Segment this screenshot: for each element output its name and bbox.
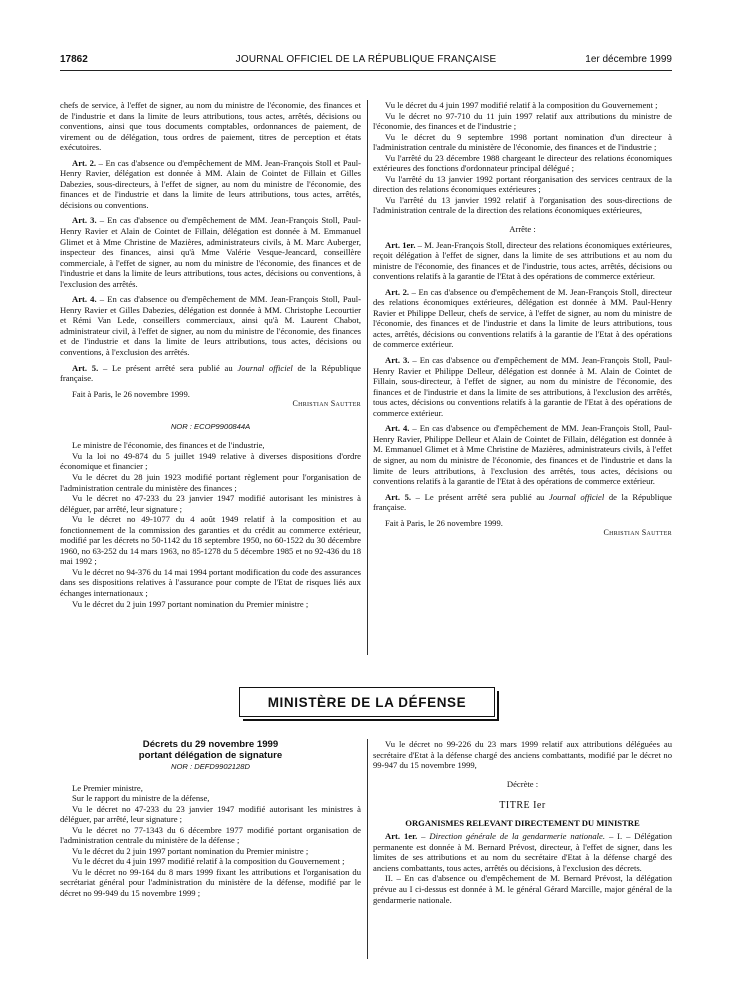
date-place: Fait à Paris, le 26 novembre 1999. [72, 388, 190, 399]
column-right-bottom [373, 739, 672, 905]
visa-4: Vu l'arrêté du 23 décembre 1988 chargeant le directeur des relations économiques extérieures des fonctions d'ordonnateur principal délégué ; [373, 152, 672, 174]
visa-1: Vu le décret du 4 juin 1997 modifié relatif à la composition du Gouvernement ; [385, 100, 658, 110]
article-1-para-2: II. – En cas d'absence ou d'empêchement de M. Bernard Prévost, la délégation prévue au I ci-dessus est donnée à M. le général Gérard Marcille, major général de la gendarmerie nationale. [373, 873, 672, 905]
article-text: – En cas d'absence ou d'empêchement de MM. Jean-François Stoll, Paul-Henry Ravier et Philippe Delleur, délégation est donnée à M. Alain de Cointet de Fillain, sous-directeur, à l'effet de signer, au nom du ministre de l'économie, des finances et de l'industrie et dans la limite de ses attributions, à l'exclusion des arrêtés, tous actes, décisions ou conventions relatifs à la garantie de l'Etat à des opérations de commerce extérieur. [373, 355, 672, 418]
article-1 [373, 240, 672, 282]
article-label: Art. 1er. [385, 239, 416, 250]
article-label: Art. 3. [72, 215, 97, 226]
decree-title-line-2: portant délégation de signature [138, 750, 283, 761]
titre-subheading: ORGANISMES RELEVANT DIRECTEMENT DU MINISTRE [405, 817, 640, 828]
article-1 [373, 831, 672, 873]
article-text: – En cas d'absence ou d'empêchement de M. Jean-François Stoll, directeur des relations économiques extérieures, délégation est donnée à MM. Paul-Henry Ravier et Philippe Delleur, chefs de service, à l'effet de signer, au nom du ministre de l'économie, des finances et de l'industrie et dans la limite de leurs attributions, tous actes, arrêtés, décisions ou conventions relatifs à la garantie de l'Etat à des opérations de commerce extérieur. [373, 286, 673, 350]
article-3 [373, 355, 672, 418]
ministry-heading-box [239, 687, 495, 717]
article-label: Art. 5. [385, 491, 412, 502]
issue-date: 1er décembre 1999 [585, 54, 672, 65]
visa-3: Vu le décret du 28 juin 1923 modifié portant règlement pour l'organisation de l'administration centrale du ministère des finances ; [60, 471, 361, 493]
article-4 [373, 423, 672, 486]
article-label: Art. 2. [385, 286, 410, 297]
visa-1: Le Premier ministre, [72, 782, 143, 793]
article-label: Art. 1er. [385, 831, 418, 842]
article-text-end: de la République française. [373, 491, 672, 513]
visa-4: Vu le décret no 47-233 du 23 janvier 1947 modifié autorisant les ministres à déléguer, par arrêté, leur signature ; [60, 493, 361, 514]
article-5 [60, 363, 361, 384]
article-text: – I. – Délégation permanente est donnée à M. Bernard Prévost, directeur, à l'effet de signer, dans les limites de ses attributions et au nom du secrétaire d'Etat à la défense chargé des anciens combattants, tous actes, arrêtés ou décisions, à l'exclusion des décrets. [373, 831, 673, 873]
visa-6: Vu le décret no 94-376 du 14 mai 1994 portant modification du code des assurances dans ses dispositions relatives à l'assurance pour compte de l'Etat de risques liés aux échanges internationaux ; [60, 566, 361, 598]
arrete-heading: Arrête : [509, 224, 536, 235]
article-label: Art. 5. [72, 362, 99, 373]
visa-2: Vu le décret no 97-710 du 11 juin 1997 relatif aux attributions du ministre de l'économie, des finances et de l'industrie ; [373, 110, 672, 132]
ministry-heading: MINISTÈRE DE LA DÉFENSE [267, 694, 467, 710]
column-divider-top [367, 100, 368, 655]
visa-5: Vu le décret no 49-1077 du 4 août 1949 relatif à la composition et au fonctionnement de la commission des garanties et du crédit au commerce extérieur, modifié par les décrets no 50-1142 du 18 septembre 1950, no 60-1522 du 30 décembre 1960, no 63-252 du 14 mars 1963, no 85-1278 du 5 décembre 1985 et no 92-436 du 18 mai 1992 ; [60, 514, 361, 567]
article-5 [373, 492, 672, 513]
article-label: Art. 3. [385, 355, 410, 366]
column-left-top [60, 100, 361, 609]
article-text: – Le présent arrêté sera publié au [411, 491, 550, 502]
column-right-top [373, 100, 672, 539]
article-text: – En cas d'absence ou d'empêchement de MM. Jean-François Stoll, Paul-Henry Ravier et Alain de Cointet de Fillain, délégation est donnée à M. Emmanuel Glimet et à Mme Christine de Mazières, administrateurs civils, à M. Marc Auberger, inspecteur des finances, ainsi qu'à Mme Valérie Vesque-Jeancard, conseillère commerciale, à l'effet de signer, au nom du ministre de l'économie, des finances et de l'industrie et dans la limite de leurs attributions, tous actes, décisions ou conventions, à l'exclusion des arrêtés. [60, 215, 361, 289]
page-number: 17862 [60, 54, 88, 65]
date-place: Fait à Paris, le 26 novembre 1999. [385, 517, 503, 528]
article-text: – Le présent arrêté sera publié au [98, 362, 238, 373]
titre-heading: TITRE Ier [499, 800, 546, 812]
article-text: – En cas d'absence ou d'empêchement de MM. Jean-François Stoll, Paul-Henry Ravier, Philippe Delleur et Alain de Cointet de Fillain, délégation est donnée à M. Emmanuel Glimet et à Mme Christine de Mazières, administrateurs civils, à l'effet de signer, au nom du ministre de l'économie, des finances et de l'industrie et dans la limite de leurs attributions, à l'exclusion des arrêtés, tous actes, décisions ou conventions relatifs à la garantie de l'Etat à des opérations de commerce extérieur. [373, 423, 672, 487]
visa-6: Vu l'arrêté du 13 janvier 1992 relatif à l'organisation des sous-directions de l'administration centrale de la direction des relations économiques extérieures, [373, 194, 672, 216]
decree-title-line-1: Décrets du 29 novembre 1999 [142, 739, 279, 750]
visa-5: Vu l'arrêté du 13 janvier 1992 portant réorganisation des services centraux de la direction des relations économiques extérieures ; [373, 173, 672, 195]
article-heading: – Direction générale de la gendarmerie nationale. [417, 831, 606, 842]
column-left-bottom [60, 739, 361, 899]
article-2 [373, 287, 672, 350]
article-3 [60, 215, 361, 289]
article-text: – En cas d'absence ou d'empêchement de MM. Jean-François Stoll, Paul-Henry Ravier et Gilles Dabezies, délégation est donnée à MM. Christophe Lecourtier et Rémi Van Lede, conseillers commerciaux, ainsi qu'à M. Laurent Chabot, administrateur civil, à l'effet de signer, au nom du ministre de l'économie, des finances et de l'industrie et dans la limite de leurs attributions, tous actes, décisions ou conventions, à l'exclusion des arrêtés. [60, 294, 361, 358]
visa-7: Vu le décret no 99-164 du 8 mars 1999 fixant les attributions et l'organisation du secrétariat général pour l'administration du ministère de la défense, modifié par le décret no 99-949 du 15 novembre 1999 ; [60, 866, 361, 899]
signature: Christian Sautter [603, 528, 672, 538]
decrete-heading: Décrète : [506, 778, 539, 789]
journal-name: Journal officiel [237, 362, 293, 373]
article-text-end: de la République française. [60, 362, 361, 384]
visa-5: Vu le décret du 2 juin 1997 portant nomination du Premier ministre ; [72, 845, 309, 856]
page-header [60, 54, 672, 70]
nor-reference: NOR : ECOP9900844A [170, 421, 251, 431]
column-divider-bottom [367, 739, 368, 959]
journal-name: Journal officiel [549, 491, 605, 502]
visa-7: Vu le décret du 2 juin 1997 portant nomination du Premier ministre ; [72, 598, 309, 609]
visa-4: Vu le décret no 77-1343 du 6 décembre 1977 modifié portant organisation de l'administration centrale du ministère de la défense ; [60, 824, 361, 846]
visa-1: Le ministre de l'économie, des finances et de l'industrie, [72, 440, 265, 451]
article-text: – M. Jean-François Stoll, directeur des relations économiques extérieures, reçoit délégation à l'effet de signer, dans la limite de ses attributions et au nom du ministre de l'économie, des finances et de l'industrie, tous actes, arrêtés, décisions ou conventions relatifs à la garantie de l'Etat à des opérations de commerce extérieur. [373, 239, 673, 282]
visa-6: Vu le décret du 4 juin 1997 modifié relatif à la composition du Gouvernement ; [72, 856, 345, 867]
article-2 [60, 158, 361, 211]
signature: Christian Sautter [292, 399, 361, 409]
nor-reference: NOR : DEFD9902128D [171, 762, 250, 771]
article-4 [60, 294, 361, 357]
header-rule [60, 70, 672, 71]
article-label: Art. 2. [72, 157, 97, 168]
visa-2: Vu la loi no 49-874 du 5 juillet 1949 relative à diverses dispositions d'ordre économique et financier ; [60, 450, 361, 472]
paragraph-intro: chefs de service, à l'effet de signer, au nom du ministre de l'économie, des finances et de l'industrie et dans la limite de leurs attributions, tous actes, arrêtés, décisions ou conventions, ainsi que tous documents comptables, ordonnances de paiement, de virement ou de délégation, tous ordres de paiement, titres de perception et états exécutoires. [60, 100, 361, 153]
article-label: Art. 4. [72, 294, 97, 305]
visa-3: Vu le décret no 47-233 du 23 janvier 1947 modifié autorisant les ministres à déléguer, par arrêté, leur signature ; [60, 803, 361, 825]
article-label: Art. 4. [385, 423, 410, 434]
article-text: – En cas d'absence ou d'empêchement de MM. Jean-François Stoll et Paul-Henry Ravier, délégation est donnée à MM. Alain de Cointet de Fillain et Gilles Dabezies, sous-directeurs, à l'effet de signer, au nom du ministre de l'économie, des finances et de l'industrie et dans la limite de leurs attributions, tous actes, arrêtés, décisions ou conventions. [60, 157, 362, 210]
visa-1: Vu le décret no 99-226 du 23 mars 1999 relatif aux attributions déléguées au secrétaire d'Etat à la défense chargé des anciens combattants, modifié par le décret no 99-947 du 15 novembre 1999, [373, 739, 672, 771]
visa-2: Sur le rapport du ministre de la défense, [72, 793, 210, 804]
visa-3: Vu le décret du 9 septembre 1998 portant nomination d'un directeur à l'administration centrale du ministère de l'économie, des finances et de l'industrie ; [373, 131, 672, 153]
journal-title: JOURNAL OFFICIEL DE LA RÉPUBLIQUE FRANÇAISE [235, 54, 497, 65]
